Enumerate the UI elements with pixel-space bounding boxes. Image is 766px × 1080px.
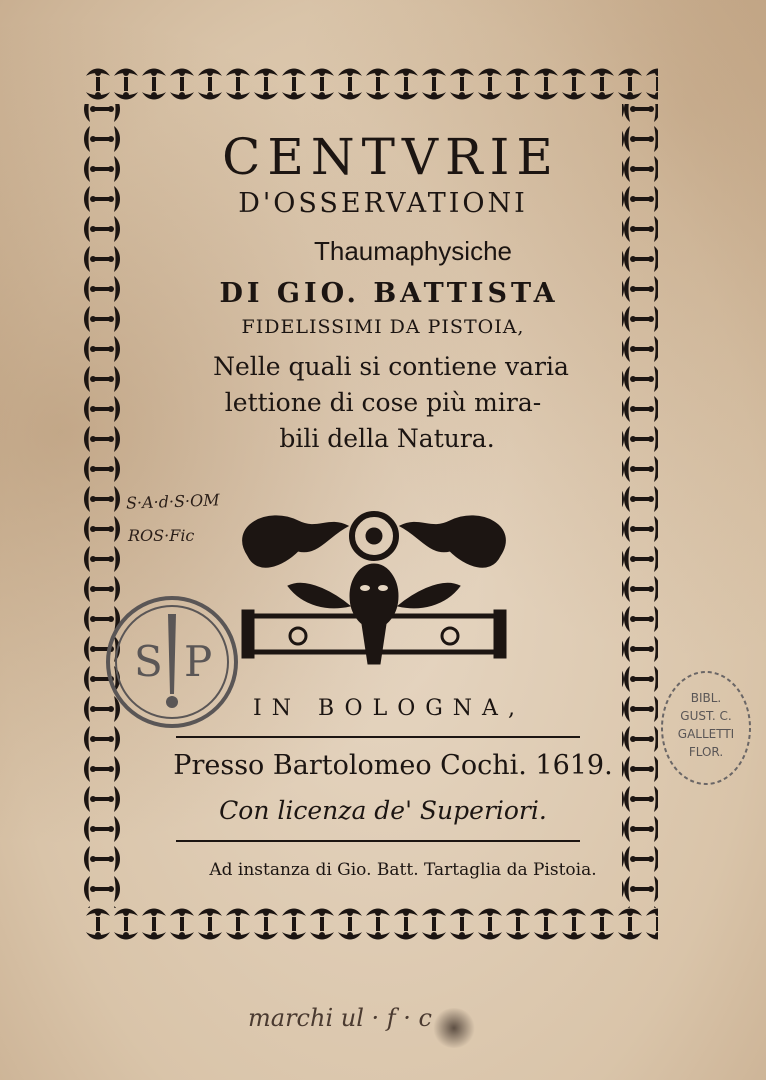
stamp-letter-s: S — [134, 637, 163, 686]
title-line-3: Thaumaphysiche — [314, 236, 512, 266]
stamp-letter-p: P — [184, 637, 213, 686]
stamp-line-2: GUST. C. — [680, 709, 732, 723]
rule-top — [176, 736, 580, 738]
stamp-line-1: BIBL. — [690, 691, 722, 705]
grotesque-mask-ornament — [228, 496, 520, 676]
title-line-2: D'OSSERVATIONI — [238, 188, 528, 219]
imprint-city: IN BOLOGNA, — [253, 696, 525, 721]
imprint-printer: Presso Bartolomeo Cochi. 1619. — [173, 750, 613, 781]
title-line-1: CENTVRIE — [222, 128, 560, 186]
author-surname-line: FIDELISSIMI DA PISTOIA, — [241, 316, 525, 338]
stamp-line-4: FLOR. — [688, 745, 724, 759]
imprint-instance: Ad instanza di Gio. Batt. Tartaglia da Pistoia. — [209, 860, 597, 880]
handwritten-signature: marchi ul · f · c — [248, 1004, 432, 1032]
author-line: DI GIO. BATTISTA — [219, 278, 559, 309]
description-line-2: lettione di cose più mira- — [224, 388, 542, 417]
description-line-3: bili della Natura. — [279, 424, 495, 453]
handwritten-note-bottom: ROS·Fic — [128, 526, 195, 545]
ink-blot — [432, 1008, 476, 1048]
handwritten-note-top: S·A·d·S·OM — [125, 490, 220, 513]
stamp-line-3: GALLETTI — [677, 727, 735, 741]
rule-bottom — [176, 840, 580, 842]
imprint-license: Con licenza de' Superiori. — [219, 796, 547, 825]
description-line-1: Nelle quali si contiene varia — [213, 352, 569, 381]
